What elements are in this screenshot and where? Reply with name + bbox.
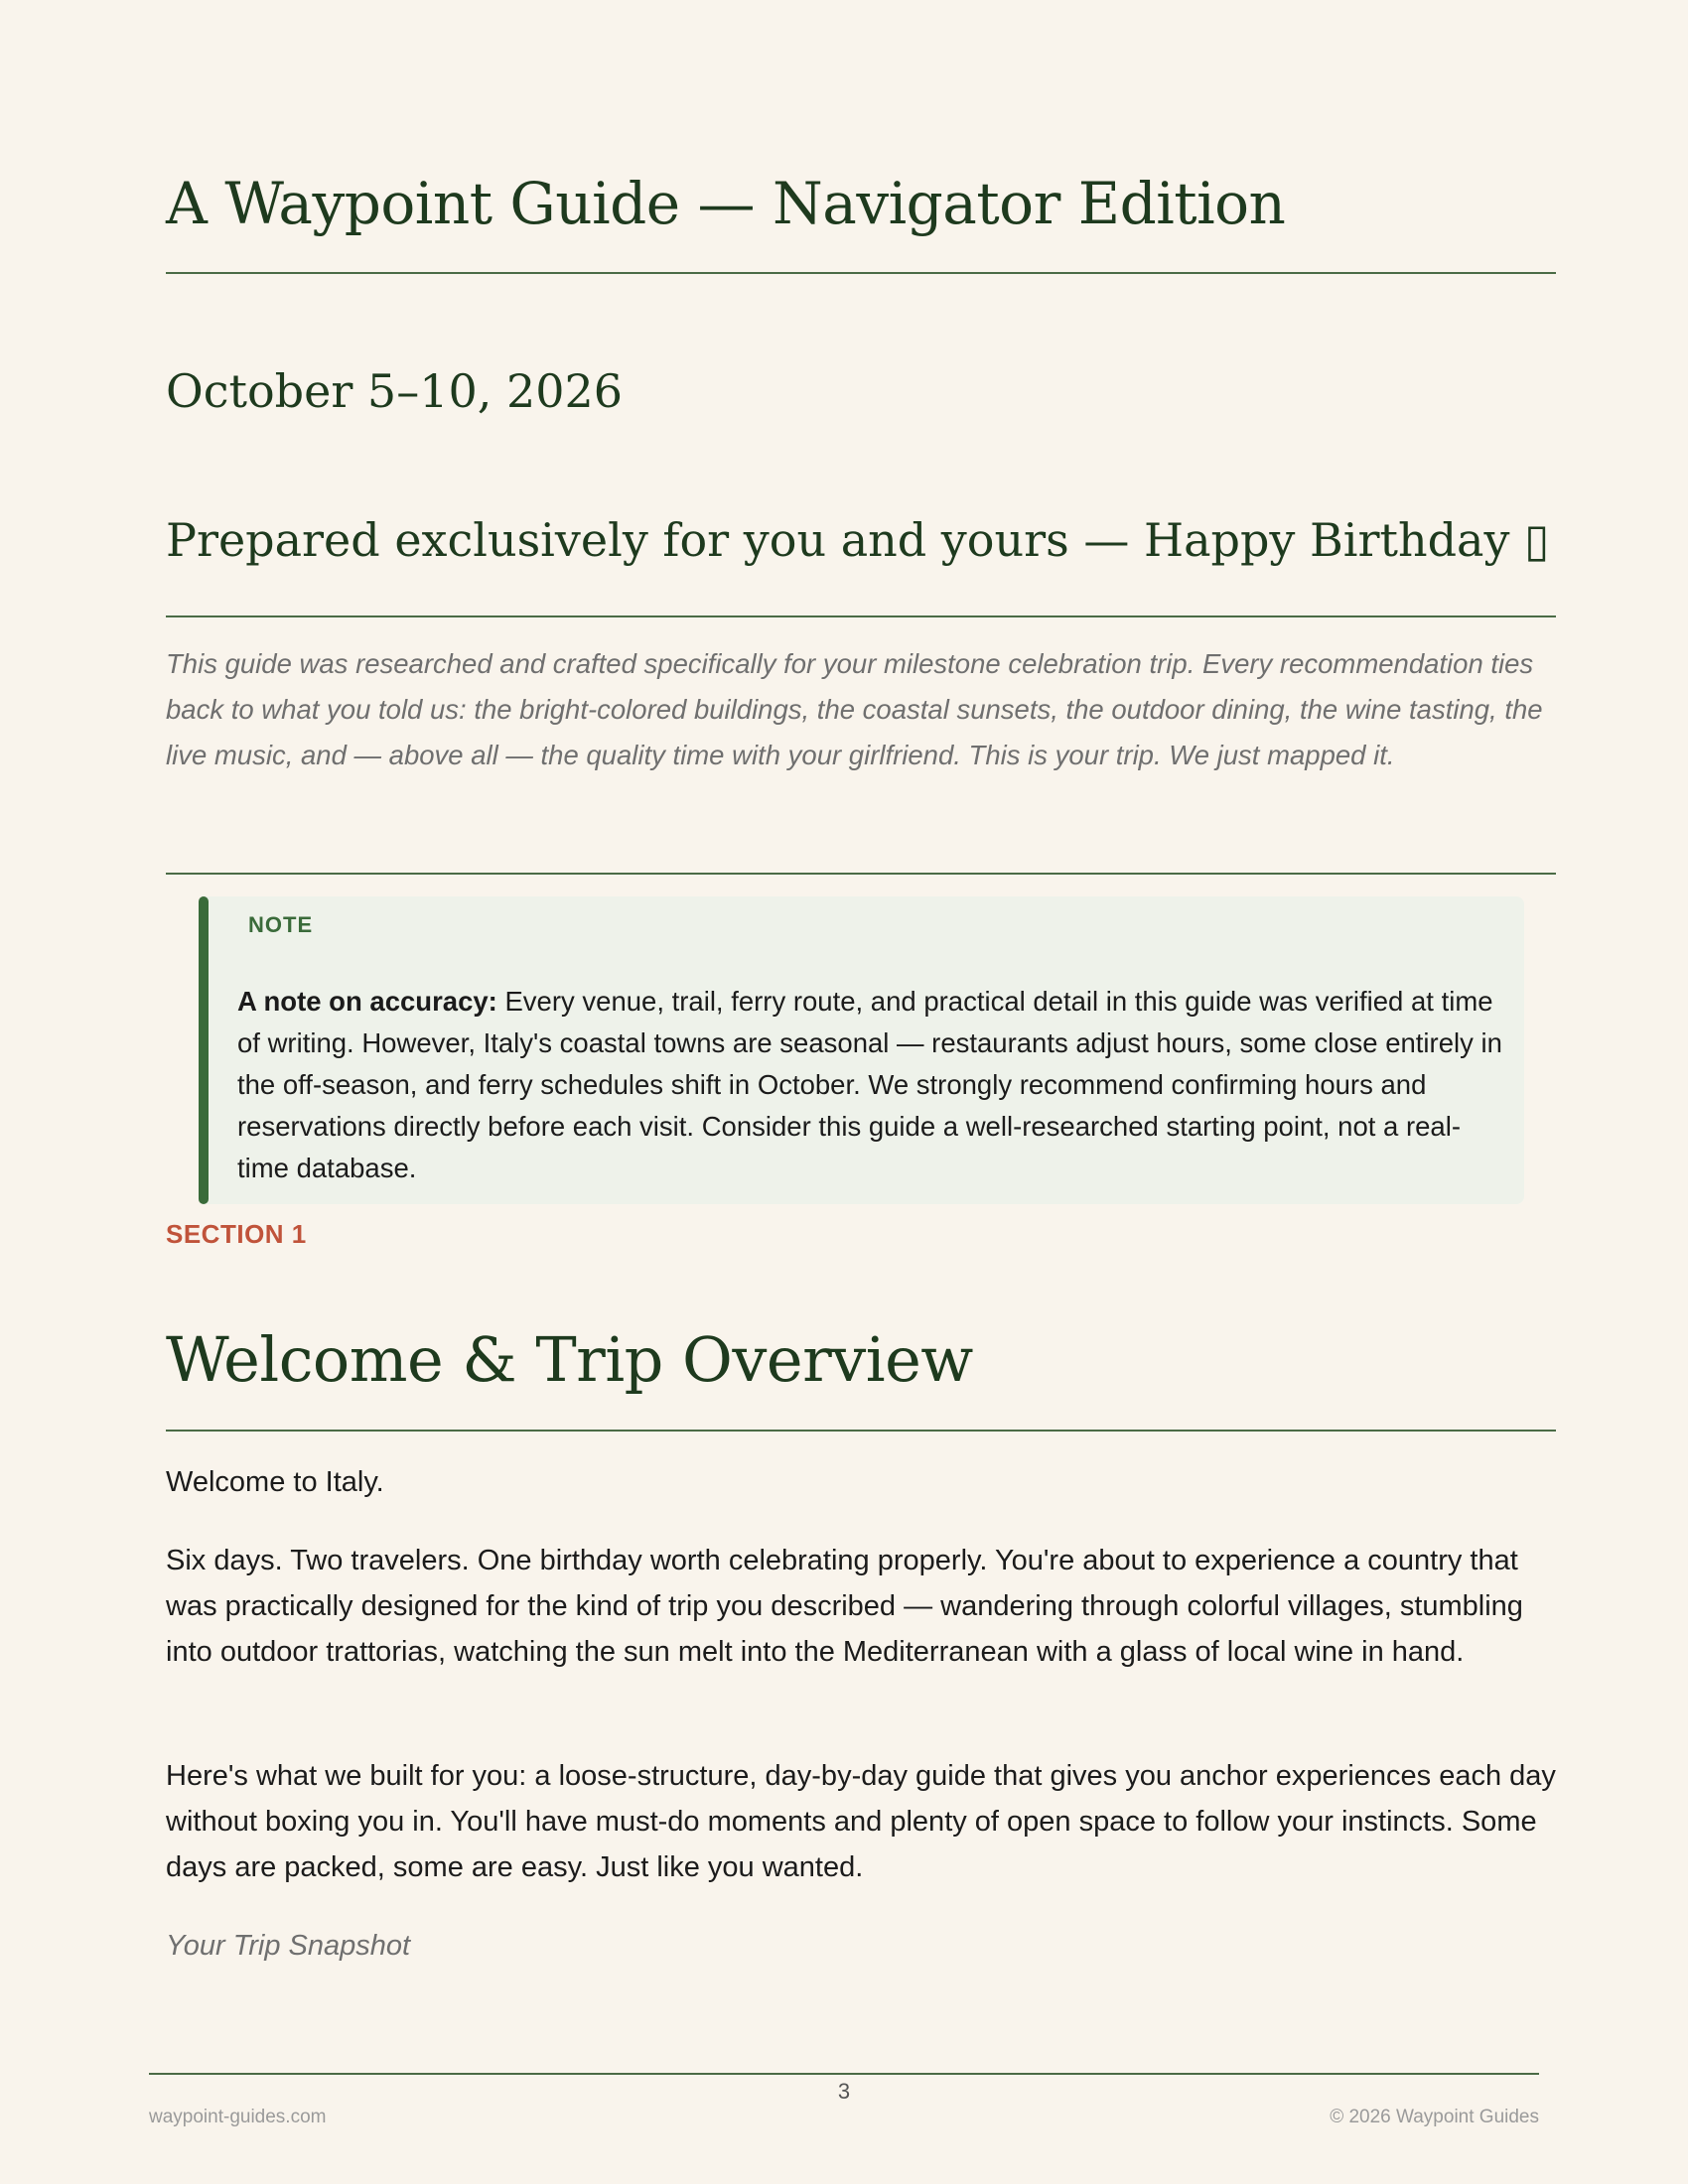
accuracy-note-callout <box>199 896 1524 1204</box>
section-label: SECTION 1 <box>166 1219 307 1249</box>
dedication-divider <box>166 615 1556 617</box>
footer-divider <box>149 2073 1539 2075</box>
trip-snapshot-subheading: Your Trip Snapshot <box>166 1930 411 1962</box>
title-divider <box>166 272 1556 274</box>
trip-dates: October 5–10, 2026 <box>166 364 624 418</box>
footer-site-link[interactable]: waypoint-guides.com <box>149 2107 327 2127</box>
page-number: 3 <box>837 2079 851 2104</box>
dedication-heading: Prepared exclusively for you and yours — Happy Birthday ▯ <box>166 513 1550 567</box>
footer-copyright: © 2026 Waypoint Guides <box>1330 2107 1539 2127</box>
note-lead: A note on accuracy: <box>237 986 497 1017</box>
note-label: NOTE <box>248 912 314 937</box>
section-title: Welcome & Trip Overview <box>166 1323 973 1396</box>
callout-accent-bar <box>199 896 209 1204</box>
note-text: Every venue, trail, ferry route, and practical detail in this guide was verified at time of writing. However, Italy's coastal towns are seasonal — restaurants adjust hours, some close entirely in the off-season, and ferry schedules shift in October. We strongly recommend confirming hours and reservations directly before each visit. Consider this guide a well-researched starting point, not a real-time database. <box>237 986 1502 1183</box>
intro-paragraph: This guide was researched and crafted specifically for your milestone celebration trip. Every recommendation ties back to what you told us: the bright-colored buildings, the coastal sunsets, the outdoor dining, the wine tasting, the live music, and — above all — the quality time with your girlfriend. This is your trip. We just mapped it. <box>166 648 1543 770</box>
body-paragraph-overview: Six days. Two travelers. One birthday worth celebrating properly. You're about to experience a country that was practically designed for the kind of trip you described — wandering through colorful villages, stumbling into outdoor trattorias, watching the sun melt into the Mediterranean with a glass of local wine in hand. <box>166 1545 1523 1668</box>
body-paragraph-welcome: Welcome to Italy. <box>166 1466 384 1498</box>
intro-divider <box>166 873 1556 875</box>
section-divider <box>166 1430 1556 1432</box>
body-paragraph-structure: Here's what we built for you: a loose-structure, day-by-day guide that gives you anchor experiences each day without boxing you in. You'll have must-do moments and plenty of open space to follow your instincts. Some days are packed, some are easy. Just like you wanted. <box>166 1760 1556 1883</box>
note-body <box>237 981 1508 1189</box>
document-title: A Waypoint Guide — Navigator Edition <box>166 170 1286 237</box>
